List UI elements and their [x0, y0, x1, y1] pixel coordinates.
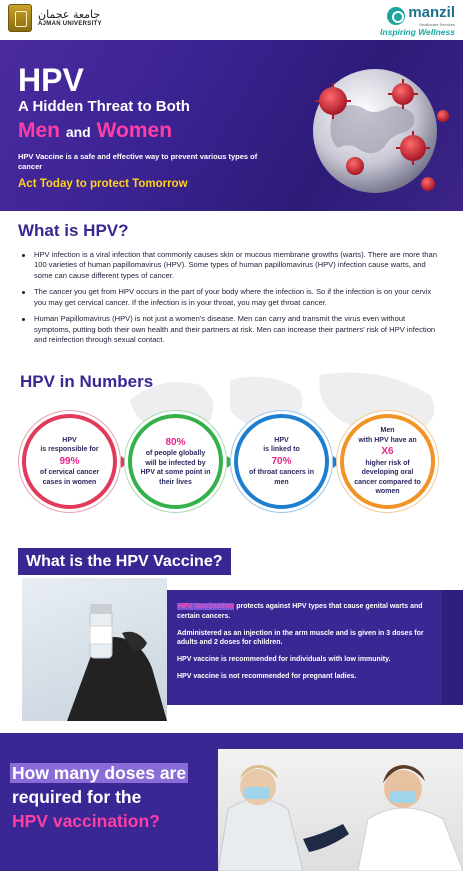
hero-banner [0, 40, 463, 211]
brand-name: manzil [408, 4, 455, 21]
list-item: Human Papillomavirus (HPV) is not just a women's disease. Men can carry and transmit the virus even without symptoms, putting both their own health and their partners at risk. Men can increase their partners' risk of HPV infection and reinfection through sexual contact. [22, 314, 437, 345]
hero-cta: Act Today to protect Tomorrow [18, 178, 188, 190]
doses-highlight: How many doses are [12, 763, 187, 783]
doses-heading-line2: required for the [12, 787, 142, 807]
stat-label: Men [380, 427, 395, 435]
stat-circle-oral [340, 414, 435, 509]
manzil-mark-icon [387, 7, 405, 25]
stat-circle-global-infection [128, 414, 223, 509]
vaccine-p4: HPV vaccine is not recommended for pregnant ladies. [177, 672, 357, 680]
stat-label: HPV [274, 436, 289, 444]
stat-label: of cervical cancer cases in women [39, 469, 100, 486]
hpv-in-numbers-title: HPV in Numbers [20, 372, 154, 391]
hero-title: HPV [18, 62, 84, 98]
vaccination-photo [218, 749, 463, 871]
stats-circles [0, 410, 463, 520]
brand-sub: Healthcare Services [419, 22, 455, 27]
ajman-university-logo [8, 4, 102, 32]
what-is-hpv-list [22, 250, 437, 352]
stat-label: higher risk of developing oral cancer compared to women [354, 459, 421, 496]
stat-label: with HPV have an [358, 436, 417, 444]
stat-value: X6 [381, 446, 394, 458]
header [0, 0, 463, 40]
doses-heading-line3: HPV vaccination? [12, 811, 160, 831]
globe-virus-illustration-icon [293, 56, 458, 206]
stat-value: 70% [271, 455, 292, 467]
stat-value: 80% [165, 436, 186, 448]
and-word: and [65, 124, 91, 140]
university-name-english: AJMAN UNIVERSITY [38, 20, 102, 27]
what-is-hpv-title: What is HPV? [18, 221, 129, 240]
vaccine-p1-rest: protects against HPV types that cause genital warts and certain cancers. [177, 603, 423, 620]
vaccine-p2: Administered as an injection in the arm muscle and is given in 3 doses for adults and 2 doses for children. [177, 629, 424, 647]
stat-circle-throat [234, 414, 329, 509]
manzil-logo [380, 4, 455, 37]
hero-subtitle: A Hidden Threat to Both [18, 98, 190, 115]
women-word: Women [96, 119, 173, 142]
hero-description: HPV Vaccine is a safe and effective way to prevent various types of cancer [18, 152, 258, 171]
men-word: Men [18, 119, 60, 142]
gloved-hand-vial-icon [22, 578, 167, 721]
list-item: HPV infection is a viral infection that commonly causes skin or mucous membrane growths (warts). There are more than 100 varieties of human papillomavirus (HPV). Some types of human papillomavirus (HPV) infection cause warts, and some can cause different types of cancer. [22, 250, 437, 281]
vaccine-highlight: HPV Vaccination [178, 603, 234, 610]
stat-label: HPV [62, 436, 77, 444]
vaccine-p1 [177, 602, 432, 622]
university-crest-icon [8, 4, 32, 32]
hero-men-women [18, 119, 172, 143]
doses-heading-line1 [10, 763, 188, 784]
stat-label: of people globally will be infected by HPV at some point in their lives [140, 450, 211, 486]
brand-tagline: Inspiring Wellness [380, 27, 455, 37]
university-name-arabic: جامعة عجمان [38, 7, 101, 21]
vaccine-title: What is the HPV Vaccine? [26, 552, 223, 570]
vaccine-p3: HPV vaccine is recommended for individuals with low immunity. [177, 656, 391, 664]
stat-label: is responsible for [40, 446, 99, 454]
stat-label: is linked to [263, 446, 300, 454]
vaccine-vial-photo [22, 578, 167, 721]
doses-section [0, 733, 463, 871]
vaccine-title-bar [18, 548, 231, 575]
nurse-patient-vaccination-icon [218, 749, 463, 871]
stat-label: of throat cancers in men [249, 469, 314, 486]
vaccine-info-panel [167, 590, 442, 705]
list-item: The cancer you get from HPV occurs in the part of your body where the infection is. So if the infection is on your cervix you may get cervical cancer. If the infection is in your throat, you may get throat cancer. [22, 287, 437, 308]
vaccine-panel-edge [442, 590, 463, 705]
stat-circle-cervical [22, 414, 117, 509]
stat-value: 99% [59, 455, 80, 467]
